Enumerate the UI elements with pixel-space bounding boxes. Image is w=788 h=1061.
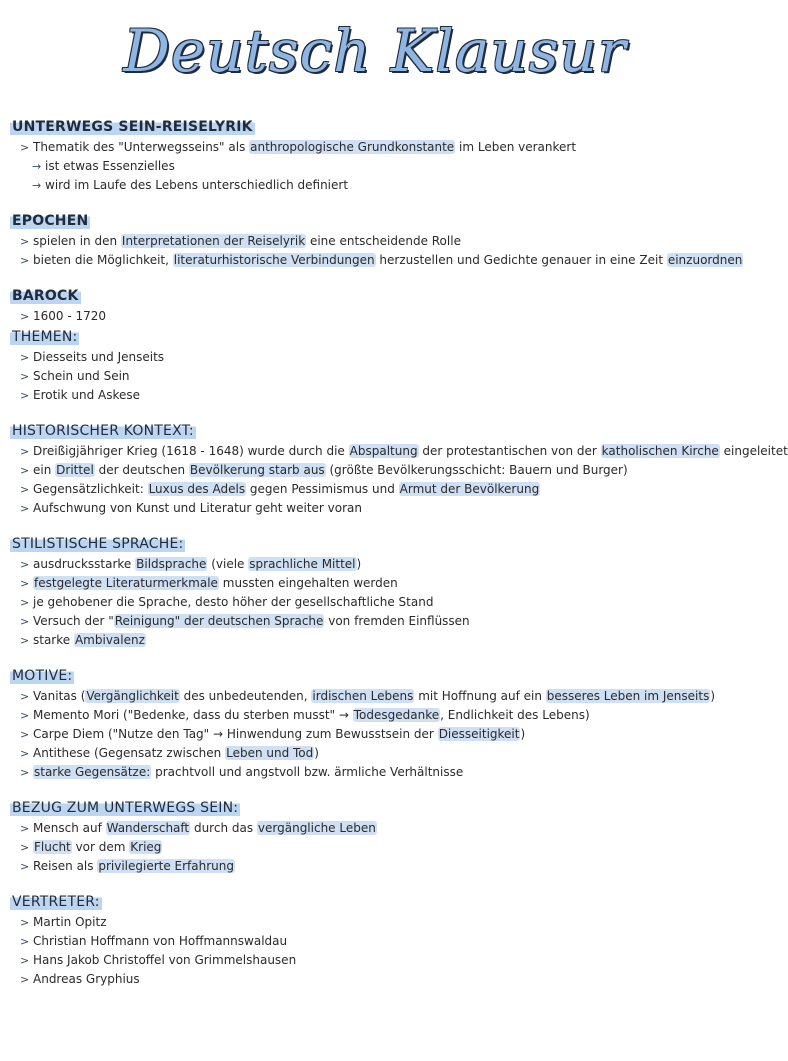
highlighted-text: katholischen Kirche — [601, 444, 719, 458]
bullet-text: Christian Hoffmann von Hoffmannswaldau — [33, 934, 288, 948]
bullet-item — [12, 857, 742, 876]
bullet-text: , Endlichkeit des Lebens) — [440, 708, 590, 722]
highlighted-text: irdischen Lebens — [312, 689, 414, 703]
bullet-text: ) — [314, 746, 319, 760]
bullet-text: der deutschen — [94, 463, 189, 477]
bullet-item — [12, 838, 742, 857]
chevron-right-icon: > — [20, 766, 30, 779]
bullet-item — [12, 631, 742, 650]
bullet-text: mussten eingehalten werden — [218, 576, 398, 590]
bullet-item — [12, 251, 742, 270]
bullet-text: Gegensätzlichkeit: — [33, 482, 148, 496]
bullet-text: Diesseits und Jenseits — [33, 350, 165, 364]
bullet-text: Andreas Gryphius — [33, 972, 140, 986]
bullet-item — [12, 386, 742, 405]
section — [12, 420, 788, 518]
section — [12, 285, 742, 405]
bullet-item — [12, 593, 742, 612]
highlighted-text: privilegierte Erfahrung — [98, 859, 234, 873]
bullet-item — [12, 612, 742, 631]
bullet-text: Vanitas ( — [33, 689, 86, 703]
bullet-item — [12, 574, 742, 593]
section — [12, 891, 742, 989]
highlighted-text: Krieg — [130, 840, 162, 854]
bullet-text: (viele — [207, 557, 249, 571]
section-heading: BEZUG ZUM UNTERWEGS SEIN: — [12, 800, 239, 816]
bullet-text: gegen Pessimismus und — [246, 482, 399, 496]
bullet-text: wird im Laufe des Lebens unterschiedlich definiert — [45, 178, 349, 192]
chevron-right-icon: > — [20, 728, 30, 741]
chevron-right-icon: > — [20, 483, 30, 496]
bullet-text: Mensch auf — [33, 821, 106, 835]
highlighted-text: Todesgedanke — [353, 708, 440, 722]
chevron-right-icon: > — [20, 935, 30, 948]
bullet-text: Hans Jakob Christoffel von Grimmelshausen — [33, 953, 297, 967]
bullet-text: 1600 - 1720 — [33, 309, 107, 323]
chevron-right-icon: > — [20, 351, 30, 364]
chevron-right-icon: > — [20, 822, 30, 835]
bullet-item — [12, 176, 742, 195]
page-title: Deutsch Klausur — [123, 17, 627, 85]
bullet-text: durch das — [190, 821, 257, 835]
chevron-right-icon: > — [20, 370, 30, 383]
chevron-right-icon: > — [20, 690, 30, 703]
bullet-text: spielen in den — [33, 234, 121, 248]
bullet-item — [12, 763, 742, 782]
arrow-right-icon: → — [32, 179, 42, 192]
chevron-right-icon: > — [20, 615, 30, 628]
bullet-text: im Leben verankert — [455, 140, 577, 154]
bullet-item — [12, 138, 742, 157]
chevron-right-icon: > — [20, 389, 30, 402]
bullet-item — [12, 157, 742, 176]
section — [12, 533, 742, 650]
section — [12, 210, 742, 270]
bullet-text: Versuch der " — [33, 614, 114, 628]
highlighted-text: Armut der Bevölkerung — [399, 482, 540, 496]
highlighted-text: Vergänglichkeit — [86, 689, 179, 703]
chevron-right-icon: > — [20, 235, 30, 248]
bullet-item — [12, 499, 742, 518]
chevron-right-icon: > — [20, 916, 30, 929]
highlighted-text: sprachliche Mittel — [249, 557, 356, 571]
chevron-right-icon: > — [20, 954, 30, 967]
highlighted-text: einzuordnen — [667, 253, 743, 267]
bullet-text: mit Hoffnung auf ein — [414, 689, 546, 703]
bullet-text: prachtvoll und angstvoll bzw. ärmliche Verhältnisse — [151, 765, 464, 779]
bullet-text: Antithese (Gegensatz zwischen — [33, 746, 226, 760]
chevron-right-icon: > — [20, 558, 30, 571]
highlighted-text: Bildsprache — [136, 557, 207, 571]
highlighted-text: Wanderschaft — [106, 821, 190, 835]
bullet-text: ausdrucksstarke — [33, 557, 136, 571]
chevron-right-icon: > — [20, 860, 30, 873]
bullet-text: Memento Mori ("Bedenke, dass du sterben musst" → — [33, 708, 353, 722]
chevron-right-icon: > — [20, 464, 30, 477]
highlighted-text: Diesseitigkeit — [438, 727, 520, 741]
section — [12, 665, 742, 782]
bullet-text: Erotik und Askese — [33, 388, 141, 402]
chevron-right-icon: > — [20, 841, 30, 854]
highlighted-text: Flucht — [34, 840, 71, 854]
highlighted-text: besseres Leben im Jenseits — [546, 689, 710, 703]
highlighted-text: literaturhistorische Verbindungen — [173, 253, 375, 267]
bullet-text: starke — [33, 633, 74, 647]
section — [12, 116, 742, 195]
bullet-text: Martin Opitz — [33, 915, 107, 929]
highlighted-text: Drittel — [56, 463, 94, 477]
bullet-text: eingeleitet — [719, 444, 788, 458]
highlighted-text: vergängliche Leben — [257, 821, 376, 835]
section-heading: STILISTISCHE SPRACHE: — [12, 536, 184, 552]
bullet-text: vor dem — [71, 840, 130, 854]
bullet-text: der protestantischen von der — [418, 444, 601, 458]
chevron-right-icon: > — [20, 310, 30, 323]
bullet-text: eine entscheidende Rolle — [306, 234, 461, 248]
bullet-item — [12, 480, 742, 499]
bullet-text: Thematik des "Unterwegsseins" als — [33, 140, 250, 154]
highlighted-text: Leben und Tod — [226, 746, 314, 760]
bullet-text: je gehobener die Sprache, desto höher der gesellschaftliche Stand — [33, 595, 434, 609]
bullet-text: Reisen als — [33, 859, 98, 873]
chevron-right-icon: > — [20, 502, 30, 515]
section-heading: VERTRETER: — [12, 894, 100, 910]
chevron-right-icon: > — [20, 634, 30, 647]
bullet-item — [12, 232, 742, 251]
notes-content — [12, 116, 788, 1004]
bullet-text: ) — [520, 727, 526, 741]
bullet-item — [12, 348, 742, 367]
section-heading: HISTORISCHER KONTEXT: — [12, 423, 194, 439]
bullet-item — [12, 970, 742, 989]
chevron-right-icon: > — [20, 747, 30, 760]
section-heading: BAROCK — [12, 288, 79, 304]
bullet-text: (größte Bevölkerungsschicht: Bauern und Burger) — [325, 463, 628, 477]
arrow-right-icon: → — [32, 160, 42, 173]
chevron-right-icon: > — [20, 445, 30, 458]
section-heading: EPOCHEN — [12, 213, 89, 229]
bullet-text: ) — [710, 689, 716, 703]
bullet-item — [12, 951, 742, 970]
highlighted-text: Abspaltung — [349, 444, 418, 458]
bullet-item — [12, 307, 742, 326]
highlighted-text: Reinigung" der deutschen Sprache — [114, 614, 324, 628]
chevron-right-icon: > — [20, 973, 30, 986]
bullet-text: Schein und Sein — [33, 369, 130, 383]
bullet-text: bieten die Möglichkeit, — [33, 253, 173, 267]
highlighted-text: Luxus des Adels — [148, 482, 246, 496]
bullet-item — [12, 725, 742, 744]
section-heading: UNTERWEGS SEIN-REISELYRIK — [12, 119, 253, 135]
bullet-item — [12, 932, 742, 951]
bullet-text: ) — [356, 557, 362, 571]
chevron-right-icon: > — [20, 709, 30, 722]
bullet-item — [12, 744, 742, 763]
chevron-right-icon: > — [20, 596, 30, 609]
highlighted-text: anthropologische Grundkonstante — [250, 140, 455, 154]
chevron-right-icon: > — [20, 141, 30, 154]
highlighted-text: festgelegte Literaturmerkmale — [34, 576, 218, 590]
bullet-text: ist etwas Essenzielles — [45, 159, 175, 173]
highlighted-text: Ambivalenz — [74, 633, 145, 647]
highlighted-text: Interpretationen der Reiselyrik — [121, 234, 306, 248]
bullet-text: Carpe Diem ("Nutze den Tag" → Hinwendung zum Bewusstsein der — [33, 727, 438, 741]
bullet-item — [12, 442, 788, 461]
highlighted-text: Bevölkerung starb aus — [189, 463, 325, 477]
bullet-item — [12, 819, 742, 838]
bullet-text: von fremden Einflüssen — [324, 614, 470, 628]
bullet-text: Dreißigjähriger Krieg (1618 - 1648) wurde durch die — [33, 444, 349, 458]
bullet-text: herzustellen und Gedichte genauer in eine Zeit — [375, 253, 667, 267]
bullet-text: des unbedeutenden, — [179, 689, 312, 703]
bullet-item — [12, 367, 742, 386]
bullet-text: Aufschwung von Kunst und Literatur geht weiter voran — [33, 501, 362, 515]
bullet-item — [12, 461, 742, 480]
highlighted-text: starke Gegensätze: — [34, 765, 151, 779]
section — [12, 797, 742, 876]
chevron-right-icon: > — [20, 577, 30, 590]
bullet-item — [12, 706, 742, 725]
bullet-item — [12, 687, 742, 706]
subsection-heading: THEMEN: — [12, 329, 78, 345]
bullet-text: ein — [33, 463, 56, 477]
section-heading: MOTIVE: — [12, 668, 73, 684]
bullet-item — [12, 555, 742, 574]
chevron-right-icon: > — [20, 254, 30, 267]
bullet-item — [12, 913, 742, 932]
